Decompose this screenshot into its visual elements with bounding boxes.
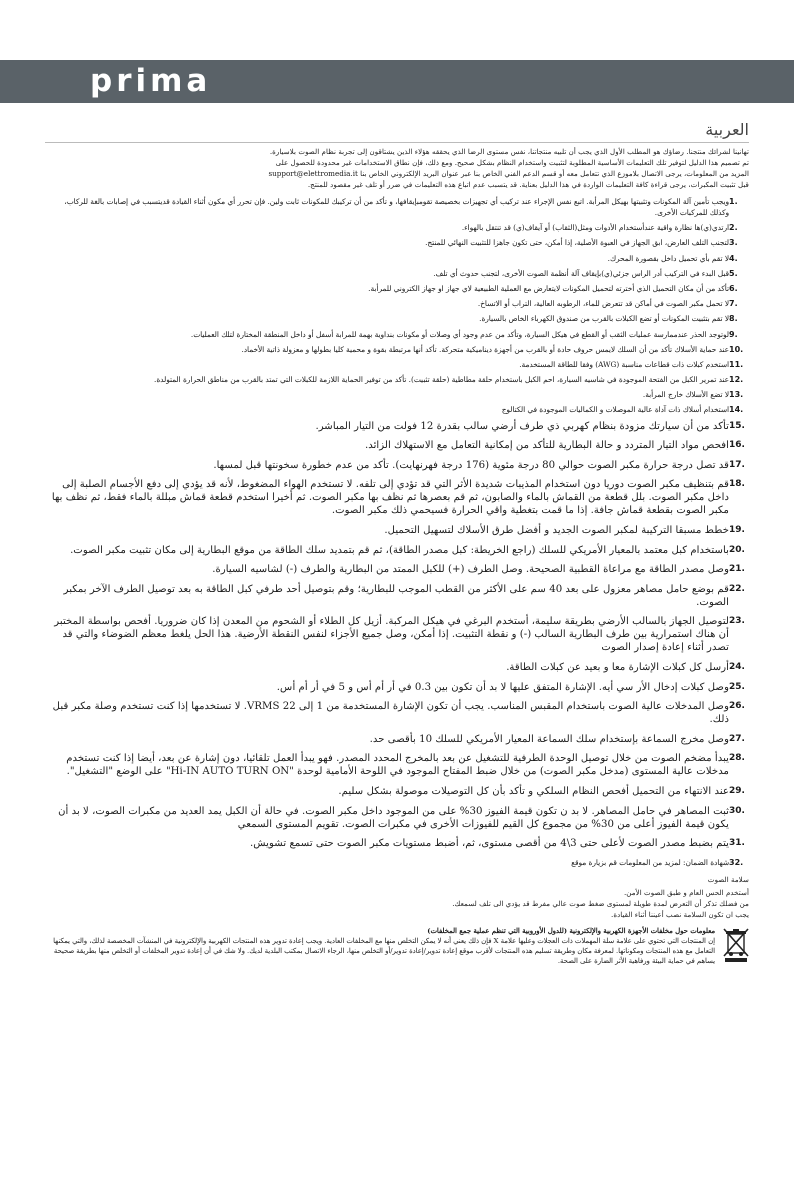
instruction-text: شهادة الضمان: لمزيد من المعلومات قم بزيارة موقع [571, 857, 729, 867]
instruction-item [45, 313, 749, 324]
instruction-number: 16. [729, 440, 745, 451]
instruction-number: 27. [729, 733, 745, 744]
instruction-text: لا تقم بتثبيت المكونات أو تضع الكبلات بالقرب من صندوق الكهرباء الخاص بالسيارة. [479, 314, 729, 324]
instruction-item [45, 359, 749, 370]
safety-title: سلامة الصوت [707, 874, 749, 884]
instruction-text: وصل المدخلات عالية الصوت باستخدام المقبس المناسب. يجب أن تكون الإشارة المستخدمة من 1 إلى 22 VRMS. لا تستخدمها إذا كنت تستخدم وصلة مكبر قبل ذلك. [52, 701, 729, 726]
instruction-item [45, 196, 749, 218]
sound-safety-section [45, 874, 749, 920]
instruction-item [45, 268, 749, 279]
instruction-item [45, 404, 749, 415]
instruction-text: عند الانتهاء من التحميل أفحص النظام السلكي و تأكد بأن كل التوصيلات موصولة بشكل سليم. [338, 785, 729, 797]
brand-logo: prima [90, 63, 212, 99]
instruction-number: 8. [729, 314, 738, 324]
instruction-text: عند تمرير الكبل من الفتحة الموجودة في شاسيه السيارة، احم الكبل باستخدام حلقة مطاطية (حلقة تثبيت). تأكد من توفير الحماية اللازمة للكبلات التي تمتد بالقرب من مناطق الحرارة المتولدة. [154, 375, 729, 385]
instruction-text: تأكد من أن سيارتك مزودة بنظام كهربي ذي طرف أرضي سالب بقدرة 12 فولت من التيار المباشر. [315, 420, 729, 432]
safety-line: يجب ان تكون السلامة نصب أعيننا أثناء القيادة. [611, 909, 749, 919]
instruction-number: 5. [729, 268, 738, 278]
instruction-text: عند حماية الأسلاك تأكد من أن السلك لايمس حروف حادة أو بالقرب من أجهزة ديناميكية متحركة. تأكد أنها مرتبطة بقوة و محمية كليا بطولها و معزولة ذاتية الأخماد. [241, 344, 729, 354]
instruction-item [45, 700, 749, 726]
instruction-number: 19. [729, 525, 745, 535]
instruction-item [45, 563, 749, 576]
instruction-number: 13. [729, 390, 744, 400]
instruction-item [45, 283, 749, 294]
instruction-item [45, 661, 749, 674]
instruction-number: 14. [729, 405, 744, 415]
instruction-text: لتجنب التلف العارض، ابق الجهاز في العبوة الأصلية، إذا أمكن، حتى تكون جاهزا للتثبيت النهائي للمنتج. [425, 238, 729, 248]
instruction-text: باستخدام كبل معتمد بالمعيار الأمريكي للسلك (راجع الخريطة: كبل مصدر الطاقة)، ثم قم بتمديد سلك الطاقة من موقع البطارية إلى مكان تثبيت مكبر الصوت. [70, 544, 729, 556]
instruction-number: 29. [729, 785, 745, 796]
instruction-item [45, 524, 749, 537]
instruction-text: وصل مخرج السماعة بإستخدام سلك السماعة المعيار الأمريكي للسلك 10 بأقصى حد. [369, 733, 729, 745]
instruction-text: يبدأ مضخم الصوت من خلال توصيل الوحدة الطرفية للتشغيل عن بعد بالمخرج المحدد المصدر. فهو يبدأ العمل تلقائيا، دون إشارة عن بعد، أيضا إذا كنت تستخدم مدخلات عالية المستوى (مدخل مكبر الصوت) من خلال ضبط المفتاح الموجود في اللوحة الأمامية لوحدة "Hi-IN AUTO TURN ON" على الوضع "التشغيل". [66, 753, 729, 778]
instruction-item [45, 837, 749, 850]
instruction-number: 18. [729, 479, 745, 490]
intro-line: تهانينا لشرائك منتجنا. رضاؤك هو المطلب الأول الذي يجب أن تلبيه منتجاتنا، نفس مستوى الرضا الذي يحققه هؤلاء الذين يشتاقون إلى تجربة نظام الصوت بلاسيارة. [269, 147, 749, 156]
instruction-item [45, 329, 749, 340]
weee-notice [45, 926, 749, 966]
weee-text: إن المنتجات التي تحتوي على علامة سلة المهملات ذات العجلات وعليها علامة X فإن ذلك يعني أنه لا يمكن التخلص منها مع المخلفات العادية. ويجب إعادة تدوير هذه المنتجات الكهربية والإلكترونية في المنشآت المخصصة لذلك، والتي يمكنها التعامل مع هذه المنتجات ومكوناتها. لمعرفة مكان وطريقة تسليم هذه المنتجات لأقرب موقع إعادة تدوير/إعادة تدوير/أو التخلص منها، الرجاء الاتصال بمكتب البلدية لديك. ولا شك في أن إعادة تدوير المخلفات أو التخلص منها بطريقة صحيحة يساهم في حماية البيئة ورفاهية الأثر الضارة على الصحة. [53, 936, 715, 965]
instruction-text: لا تقم بأي تحميل داخل بقصورة المحرك. [607, 253, 729, 263]
instruction-text: قبل البدء في التركيب أدر الراس جزئي(ي)بإيقاف آلة أنظمة الصوت الأخرى، لتجنب حدوث أي تلف. [433, 268, 729, 278]
instruction-item [45, 805, 749, 831]
instruction-number: 25. [729, 681, 745, 692]
instruction-item [45, 237, 749, 248]
instruction-item [45, 298, 749, 309]
instruction-item [45, 222, 749, 233]
instruction-number: 6. [729, 283, 738, 293]
instruction-item [45, 857, 749, 868]
heading-divider [45, 142, 749, 143]
instruction-number: 24. [729, 661, 745, 672]
safety-line: من فضلك تذكر أن التعرض لمدة طويلة لمستوى ضغط صوت عالي مفرط قد يؤدي الى تلف لسمعك. [452, 898, 749, 908]
instruction-item [45, 389, 749, 400]
instruction-number: 32. [729, 857, 744, 867]
header-bar [0, 60, 794, 103]
instruction-text: استخدام أسلاك ذات آداة عالية الموصلات و الكماليات الموجودة في الكتالوج [501, 405, 729, 415]
instruction-item [45, 478, 749, 517]
instruction-item [45, 785, 749, 798]
instruction-number: 4. [729, 253, 738, 263]
intro-line: قبل تثبيت المكبرات، يرجى قراءة كافة التعليمات الواردة في هذا الدليل بعناية. قد يتسبب عدم اتباع هذه التعليمات في ضرر أو تلف غير مقصود للمنتج. [307, 180, 749, 189]
instruction-number: 22. [729, 583, 745, 594]
weee-title: معلومات حول مخلفات الأجهزة الكهربية والإلكترونية (للدول الأوروبية التي تنظم عملية جمع المخلفات) [427, 926, 715, 935]
instruction-number: 17. [729, 459, 745, 470]
manual-body [45, 146, 749, 966]
instruction-item [45, 420, 749, 433]
instruction-text: قم بتنظيف مكبر الصوت دوريا دون استخدام المذيبات شديدة الأثر التي قد تؤدي إلى تلفه. لا تستخدم الهواء المضغوط، لأنه قد يؤدي إلى دفع الأجسام الصلبة إلى داخل مكبر الصوت. بلل قطعة من القماش بالماء والصابون، ثم قم بعصرها ثم نظف بها مكبر الصوت. ثم أخيرا استخدم قطعة قماش مبللة بالماء فقط، ثم نظف بها مكبر الصوت بقطعة قماش جافة. إذا ما قمت بتغطية واقي الحرارة فسيحمي ذلك مكبر الصوت. [51, 479, 729, 517]
instruction-item [45, 752, 749, 778]
instruction-item [45, 253, 749, 264]
instruction-number: 12. [729, 375, 744, 385]
language-heading: العربية [705, 120, 749, 139]
instruction-item [45, 583, 749, 609]
instruction-text: لوتوجد الحذر عندممارسة عمليات الثقب أو القطع في هيكل السيارة، وتأكد من عدم وجود أي وصلات أو مكونات بنداوية بهمة للمرابة أسفل أو داخل المنطقة المختارة لتلك العمليات. [190, 329, 729, 339]
instruction-number: 2. [729, 223, 738, 233]
instruction-list [45, 196, 749, 868]
instruction-text: وصل كبلات إدخال الأر سي أيه. الإشارة المتفق عليها لا بد أن تكون بين 0.3 في أر أم أس و 5 في أر أم أس. [276, 681, 729, 693]
instruction-text: افحص مواد التيار المتردد و حالة البطارية للتأكد من إمكانية التعامل مع الاستهلاك الزائد. [365, 440, 729, 452]
intro-line: المزيد من المعلومات، يرجى الاتصال بلاموزع الذي تتعامل معه أو قسم الدعم الفني الخاص بنا عبر عنوان البريد الإلكتروني الخاص بنا support@elettromedia.it [268, 169, 749, 178]
crossed-out-wheelie-bin-icon [723, 928, 749, 966]
instruction-item [45, 459, 749, 472]
instruction-text: يتم بضبط مصدر الصوت لأعلى حتى 3\4 من أقصى مستوى، ثم، أضبط مستويات مكبر الصوت حتى تسمع تشويش. [249, 838, 729, 850]
instruction-item [45, 733, 749, 746]
instruction-number: 7. [729, 299, 738, 309]
instruction-text: وصل مصدر الطاقة مع مراعاة القطبية الصحيحة. وصل الطرف (+) للكبل الممتد من البطارية والطرف (-) لشاسيه السيارة. [212, 564, 729, 576]
instruction-number: 21. [729, 564, 745, 575]
instruction-text: لا تحمل مكبر الصوت في أماكن قد تتعرض للماء، الرطوبه العالية، التراب أو الاتساخ. [477, 299, 729, 309]
instruction-number: 26. [729, 701, 745, 712]
instruction-number: 15. [729, 420, 745, 431]
instruction-text: لا تضع الأسلاك خارج المرأبة. [642, 390, 729, 400]
instruction-text: ثبت المصاهر في حامل المصاهر. لا بد ن تكون قيمة الفيوز 30% على من الموجود داخل مكبر الصوت. في حالة أن الكبل يمد العديد من مكبرات الصوت، لا بد أن يكون قيمة الفيوز أعلى من 30% من مجموع كل القيم للفيوزات الأخرى في مكبرات الصوت. تقويم المستوى السمعي [58, 805, 729, 830]
instruction-number: 11. [729, 359, 744, 369]
instruction-number: 30. [729, 805, 745, 816]
instruction-number: 31. [729, 838, 745, 849]
instruction-item [45, 439, 749, 452]
instruction-number: 1. [729, 197, 738, 206]
instruction-text: خطط مسبقا التركيبة لمكبر الصوت الجديد و أفضل طرق الأسلاك لتسهيل التحميل. [384, 525, 729, 536]
instruction-text: أرسل كل كبلات الإشارة معا و بعيد عن كبلات الطاقة. [506, 661, 729, 673]
instruction-text: قم بوضع حامل مصاهر معزول على بعد 40 سم على الأكثر من القطب الموجب للبطارية؛ وقم بتوصيل أحد طرفي كبل الطاقة به بعد توصيل الطرف الآخر بمكبر الصوت. [63, 583, 729, 608]
instruction-item [45, 615, 749, 654]
instruction-text: تأكد من أن مكان التحميل الذي أخترته لتحميل المكونات لايتعارض مع العملية الطبيعية لاي جهاز او جهاز الكتروني للمرأبة. [368, 283, 729, 293]
instruction-text: استخدم كبلات ذات قطاعات مناسبة (AWG) وفقا للطاقة المستخدمة. [519, 359, 729, 369]
instruction-number: 3. [729, 238, 738, 248]
instruction-number: 23. [729, 616, 745, 627]
intro-line: تم تصميم هذا الدليل لتوفير تلك التعليمات الأساسية المطلوبة لتثبيت واستخدام النظام بشكل صحيح. ومع ذلك، فإن نطاق الاستخدامات غير محدودة للحصول على [275, 158, 749, 167]
instruction-item [45, 544, 749, 557]
instruction-item [45, 344, 749, 355]
instruction-text: ويجب تأمين آلة المكونات وتثبيتها بهيكل المرأبة. اتبع نفس الإجراء عند تركيب أي تجهيزات بخصيصة تقومبإيقافها، و تأكد من أن تركيبك للمكونات ثابت ولين. فإن تحرر أي مكون أثناء القيادة قديتسبب في إصابات بالغة للركاب، وكذلك للمركبات الأخرى. [64, 197, 729, 217]
instruction-number: 28. [729, 753, 745, 764]
safety-line: أستخدم الحس العام و طبق الصوت الأمن. [624, 887, 749, 897]
intro-paragraph [45, 146, 749, 190]
instruction-text: لتوصيل الجهاز بالسالب الأرضي بطريقة سليمة، أستخدم البرغي في هيكل المركبة. أزيل كل الطلاء أو الشحوم من المعدن إذا كان ضروريا. أفحص بواسطة المختبر أن هناك استمرارية بين طرف البطارية السالب (-) و نقطة التثبيت. إذا أمكن، وصل جميع الأجزاء لنفس النقطة الأرضية. هذا الحل يلغط معظم الضوضاء والتي قد تصدر أثناء إعادة إصدار الصوت [54, 616, 729, 654]
instruction-number: 9. [729, 329, 738, 339]
instruction-number: 20. [729, 544, 745, 555]
instruction-item [45, 681, 749, 694]
instruction-number: 10. [729, 344, 744, 354]
instruction-text: قد تصل درجة حرارة مكبر الصوت حوالي 80 درجة مئوية (176 درجة فهرنهايت). تأكد من عدم خطورة سخونتها قبل لمسها. [213, 459, 729, 471]
instruction-item [45, 374, 749, 385]
instruction-text: ارتدي(ي)ها نظارة واقية عندأستخدام الأدوات ومثل(الثقاب) أو آيقاف(ي) قد تنتقل بالهواء. [461, 223, 729, 233]
